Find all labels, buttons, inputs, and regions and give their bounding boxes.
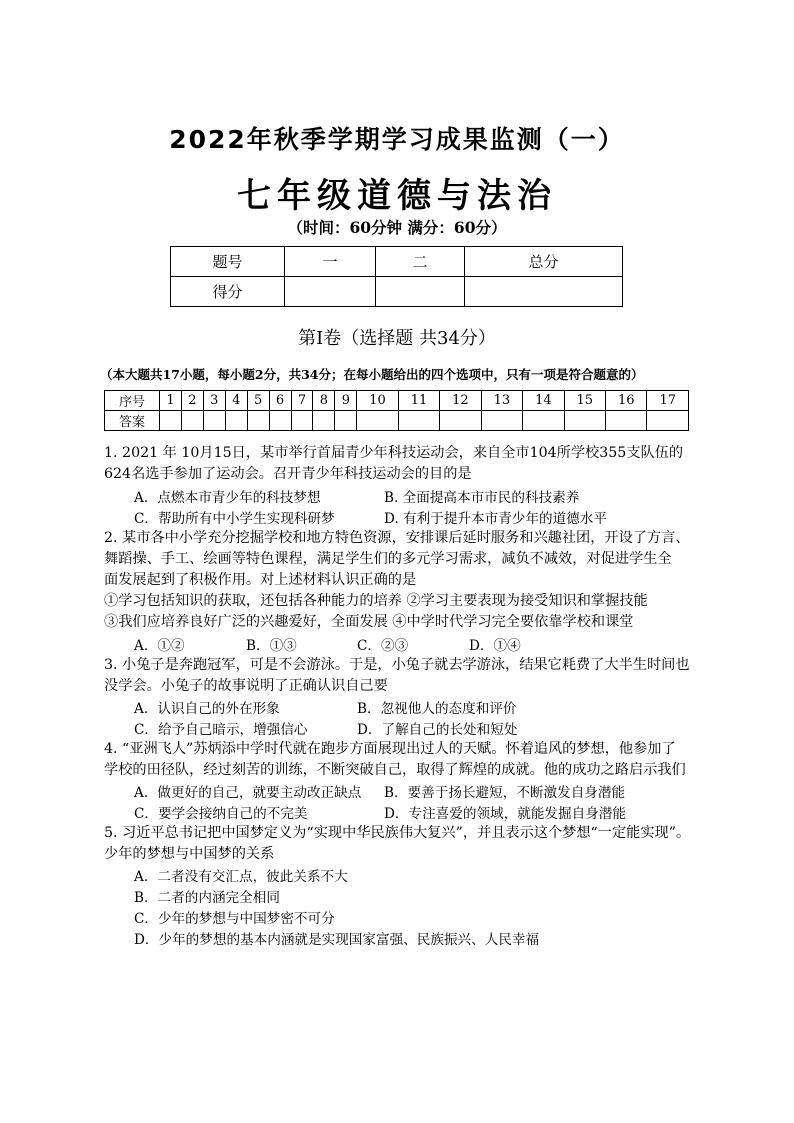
- answer-cell[interactable]: [335, 411, 357, 431]
- answer-cell[interactable]: [606, 411, 647, 431]
- question-number-cell: 3: [203, 391, 225, 411]
- score-cell[interactable]: [285, 277, 376, 307]
- answer-cell[interactable]: [564, 411, 605, 431]
- answer-row: [105, 411, 689, 431]
- answer-cell[interactable]: [440, 411, 481, 431]
- question-2-option-b[interactable]: B．①③: [246, 638, 297, 654]
- question-1-stem-line: 624名选手参加了运动会。召开青少年科技运动会的目的是: [104, 466, 472, 482]
- question-number-cell: 2: [181, 391, 203, 411]
- question-2-statement-line: ③我们应培养良好广泛的兴趣爱好，全面发展 ④中学时代学习完全要依靠学校和课堂: [104, 614, 634, 630]
- question-number-cell: 14: [523, 391, 564, 411]
- exam-info: （时间：60分钟 满分：60分）: [287, 218, 507, 237]
- answer-cell[interactable]: [160, 411, 182, 431]
- question-4-option-b[interactable]: B．要善于扬长避短，不断激发自身潜能: [384, 785, 626, 801]
- answer-row-label: 答案: [105, 411, 160, 431]
- question-2-stem-line: 舞蹈操、手工、绘画等特色课程，满足学生们的多元学习需求，减负不减效，对促进学生全: [104, 551, 672, 567]
- question-number-cell: 10: [357, 391, 398, 411]
- question-5-option-b[interactable]: B．二者的内涵完全相同: [134, 890, 280, 906]
- question-number-cell: 1: [160, 391, 182, 411]
- question-number-cell: 8: [313, 391, 335, 411]
- question-number-cell: 7: [291, 391, 313, 411]
- score-header-cell: 总分: [465, 247, 623, 277]
- question-5-option-a[interactable]: A．二者没有交汇点，彼此关系不大: [134, 869, 348, 885]
- answer-cell[interactable]: [398, 411, 439, 431]
- section-title: 第Ⅰ卷（选择题 共34分）: [298, 328, 496, 349]
- question-number-cell: 17: [647, 391, 689, 411]
- answer-cell[interactable]: [481, 411, 522, 431]
- exam-title: 2022年秋季学期学习成果监测（一）: [169, 125, 625, 154]
- question-5-option-c[interactable]: C．少年的梦想与中国梦密不可分: [134, 911, 335, 927]
- question-number-cell: 4: [225, 391, 247, 411]
- score-header-cell: 二: [376, 247, 465, 277]
- answer-cell[interactable]: [313, 411, 335, 431]
- question-5-stem-line: 少年的梦想与中国梦的关系: [104, 846, 275, 862]
- score-table-header-row: [171, 247, 623, 277]
- score-header-cell: 题号: [171, 247, 285, 277]
- question-2-stem-line: 2. 某市各中小学充分挖掘学校和地方特色资源，安排课后延时服务和兴趣社团，开设了方言、: [104, 530, 690, 546]
- question-number-cell: 6: [269, 391, 291, 411]
- answer-cell[interactable]: [647, 411, 689, 431]
- answer-cell[interactable]: [269, 411, 291, 431]
- question-number-cell: 11: [398, 391, 439, 411]
- question-1-option-c[interactable]: C．帮助所有中小学生实现科研梦: [134, 511, 335, 527]
- question-3-stem-line: 没学会。小兔子的故事说明了正确认识自己要: [104, 678, 388, 694]
- question-4-option-c[interactable]: C．要学会接纳自己的不完美: [134, 806, 308, 822]
- answer-cell[interactable]: [225, 411, 247, 431]
- question-3-option-b[interactable]: B．忽视他人的态度和评价: [357, 701, 517, 717]
- answer-cell[interactable]: [291, 411, 313, 431]
- question-5-stem-line: 5. 习近平总书记把中国梦定义为“实现中华民族伟大复兴”，并且表示这个梦想“一定能实现”。: [104, 825, 691, 841]
- answer-cell[interactable]: [247, 411, 269, 431]
- answer-row-label: 序号: [105, 391, 160, 411]
- question-4-stem-line: 学校的田径队，经过刻苦的训练，不断突破自己，取得了辉煌的成就。他的成功之路启示我们: [104, 762, 686, 778]
- answer-table: [104, 390, 689, 431]
- question-3-option-a[interactable]: A．认识自己的外在形象: [134, 701, 280, 717]
- question-number-cell: 12: [440, 391, 481, 411]
- answer-number-row: [105, 391, 689, 411]
- question-1-stem-line: 1. 2021 年 10月15日，某市举行首届青少年科技运动会，来自全市104所学校355支队伍的: [104, 445, 684, 461]
- answer-cell[interactable]: [181, 411, 203, 431]
- question-1-option-b[interactable]: B. 全面提高本市市民的科技素养: [384, 490, 580, 506]
- question-4-stem-line: 4. “亚洲飞人”苏炳添中学时代就在跑步方面展现出过人的天赋。怀着追风的梦想，他参加了: [104, 741, 676, 757]
- question-number-cell: 5: [247, 391, 269, 411]
- question-number-cell: 16: [606, 391, 647, 411]
- answer-cell[interactable]: [523, 411, 564, 431]
- question-4-option-d[interactable]: D．专注喜爱的领域，就能发掘自身潜能: [384, 806, 626, 822]
- score-row-label: 得分: [171, 277, 285, 307]
- score-header-cell: 一: [285, 247, 376, 277]
- question-2-option-c[interactable]: C．②③: [357, 638, 409, 654]
- question-1-option-d[interactable]: D. 有利于提升本市青少年的道德水平: [384, 511, 607, 527]
- answer-cell[interactable]: [357, 411, 398, 431]
- question-number-cell: 9: [335, 391, 357, 411]
- subject-title: 七年级道德与法治: [237, 176, 557, 216]
- question-2-option-d[interactable]: D．①④: [469, 638, 521, 654]
- question-4-option-a[interactable]: A．做更好的自己，就要主动改正缺点: [134, 785, 362, 801]
- answer-cell[interactable]: [203, 411, 225, 431]
- question-1-option-a[interactable]: A．点燃本市青少年的科技梦想: [134, 490, 321, 506]
- score-table-score-row: [171, 277, 623, 307]
- question-3-option-d[interactable]: D．了解自己的长处和短处: [357, 722, 518, 738]
- score-table: [170, 246, 623, 307]
- score-cell[interactable]: [376, 277, 465, 307]
- question-5-option-d[interactable]: D．少年的梦想的基本内涵就是实现国家富强、民族振兴、人民幸福: [134, 932, 540, 948]
- score-cell[interactable]: [465, 277, 623, 307]
- question-2-option-a[interactable]: A．①②: [134, 638, 185, 654]
- question-2-statement-line: ①学习包括知识的获取，还包括各种能力的培养 ②学习主要表现为接受知识和掌握技能: [104, 593, 648, 609]
- question-number-cell: 15: [564, 391, 605, 411]
- section-instructions: （本大题共17小题，每小题2分，共34分；在每小题给出的四个选项中，只有一项是符合题意的）: [100, 367, 644, 382]
- question-3-stem-line: 3. 小兔子是奔跑冠军，可是不会游泳。于是，小兔子就去学游泳，结果它耗费了大半生时间也: [104, 657, 690, 673]
- question-3-option-c[interactable]: C．给予自己暗示，增强信心: [134, 722, 308, 738]
- question-2-stem-line: 面发展起到了积极作用。对上述材料认识正确的是: [104, 572, 417, 588]
- question-number-cell: 13: [481, 391, 522, 411]
